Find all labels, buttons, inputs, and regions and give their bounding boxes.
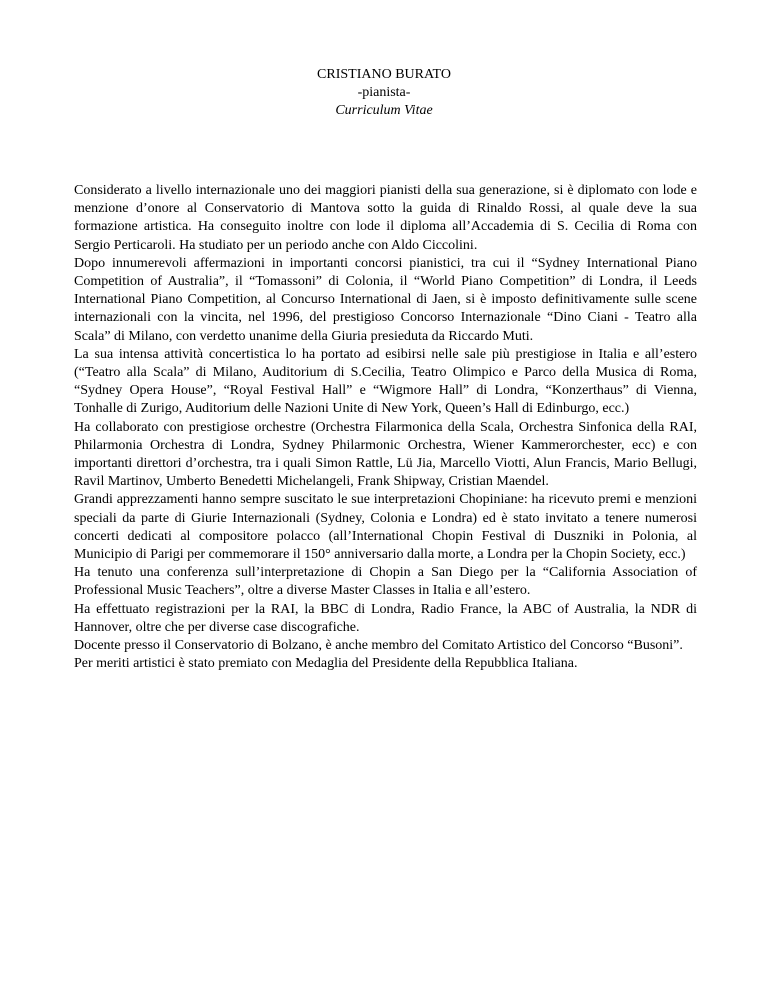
author-role: -pianista- [357,85,411,100]
paragraph-orchestras: Ha collaborato con prestigiose orchestre (Orchestra Filarmonica della Scala, Orchestra Sinfonica della RAI, Philarmonia Orchestra di Londra, Sydney Philarmonic Orchestra, Wiener Kammerorchester, ecc) e con importanti direttori d’orchestra, tra i quali Simon Rattle, Lü Jia, Marcello Viotti, Alun Francis, Mario Bellugi, Ravil Martinov, Umberto Benedetti Michelangeli, Frank Shipway, Cristian Maendel. [74,419,697,490]
paragraph-award: Per meriti artistici è stato premiato con Medaglia del Presidente della Repubblica Italiana. [74,656,578,672]
paragraph-education: Considerato a livello internazionale uno dei maggiori pianisti della sua generazione, si è diplomato con lode e menzione d’onore al Conservatorio di Mantova sotto la guida di Rinaldo Rossi, al quale deve la sua formazione artistica. Ha conseguito inoltre con lode il diploma all’Accademia di S. Cecilia di Roma con Sergio Perticaroli. Ha studiato per un periodo anche con Aldo Ciccolini. [74,183,697,253]
author-name: CRISTIANO BURATO [317,67,451,82]
paragraph-recordings: Ha effettuato registrazioni per la RAI, la BBC di Londra, Radio France, la ABC of Australia, la NDR di Hannover, oltre che per diverse case discografiche. [74,601,697,635]
paragraph-conference: Ha tenuto una conferenza sull’interpretazione di Chopin a San Diego per la “California Association of Professional Music Teachers”, oltre a diverse Master Classes in Italia e all’estero. [74,565,697,599]
document-body [74,182,697,673]
paragraph-teaching: Docente presso il Conservatorio di Bolzano, è anche membro del Comitato Artistico del Concorso “Busoni”. [74,638,683,654]
paragraph-chopin: Grandi apprezzamenti hanno sempre suscitato le sue interpretazioni Chopiniane: ha ricevuto premi e menzioni speciali da parte di Giurie Internazionali (Sydney, Colonia e Londra) ed è stato invitato a tenere numerosi concerti dedicati al compositore polacco (all’International Chopin Festival di Duszniki in Polonia, al Municipio di Parigi per commemorare il 150° anniversario dalla morte, a Londra per la Chopin Society, ecc.) [74,492,697,563]
paragraph-competitions: Dopo innumerevoli affermazioni in importanti concorsi pianistici, tra cui il “Sydney International Piano Competition of Australia”, il “Tomassoni” di Colonia, il “World Piano Competition” di Londra, il Leeds International Piano Competition, al Concurso International di Jaen, si è imposto definitivamente sulle scene internazionali con la vincita, nel 1996, del prestigioso Concorso Internazionale “Dino Ciani - Teatro alla Scala” di Milano, con verdetto unanime della Giuria presieduta da Riccardo Muti. [74,255,697,344]
document-header [0,66,768,120]
paragraph-concert-activity: La sua intensa attività concertistica lo ha portato ad esibirsi nelle sale più prestigiose in Italia e all’estero (“Teatro alla Scala” di Milano, Auditorium di S.Cecilia, Teatro Olimpico e Parco della Musica di Roma, “Sydney Opera House”, “Royal Festival Hall” e “Wigmore Hall” di Londra, “Konzerthaus” di Vienna, Tonhalle di Zurigo, Auditorium delle Nazioni Unite di New York, Queen’s Hall di Edinburgo, ecc.) [74,346,697,417]
document-subtitle: Curriculum Vitae [335,103,433,118]
